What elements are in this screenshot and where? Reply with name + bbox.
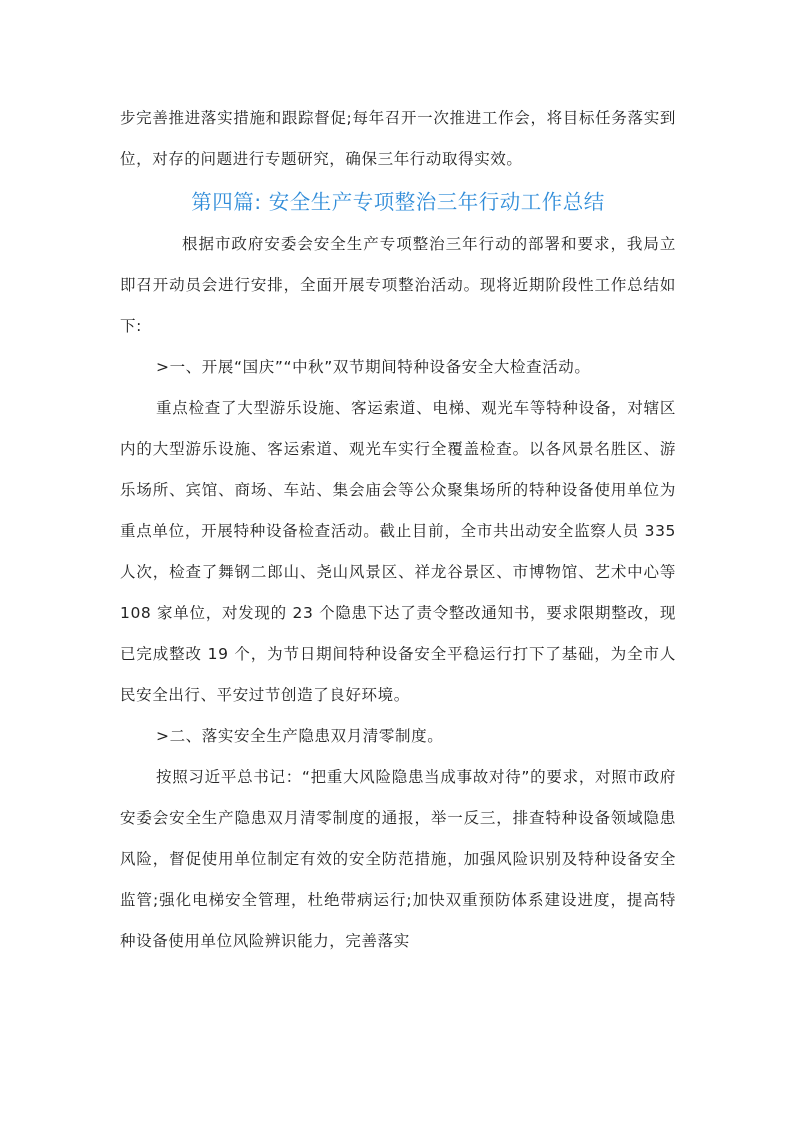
section-1-body: 重点检查了大型游乐设施、客运索道、电梯、观光车等特种设备，对辖区内的大型游乐设施、客运索道、观光车实行全覆盖检查。以各风景名胜区、游乐场所、宾馆、商场、车站、集会庙会等公众聚集场所的特种设备使用单位为重点单位，开展特种设备检查活动。截止目前，全市共出动安全监察人员 335 人次，检查了舞钢二郎山、尧山风景区、祥龙谷景区、市博物馆、艺术中心等 108 家单位，对发现的 23 个隐患下达了责令整改通知书，要求限期整改，现已完成整改 19 个，为节日期间特种设备安全平稳运行打下了基础，为全市人民安全出行、平安过节创造了良好环境。 xyxy=(120,399,676,704)
continuation-paragraph: 步完善推进落实措施和跟踪督促;每年召开一次推进工作会，将目标任务落实到位，对存的问题进行专题研究，确保三年行动取得实效。 xyxy=(120,109,676,168)
section-1-title: >一、开展“国庆”“中秋”双节期间特种设备安全大检查活动。 xyxy=(156,358,591,376)
section-2-body: 按照习近平总书记：“把重大风险隐患当成事故对待”的要求，对照市政府安委会安全生产隐患双月清零制度的通报，举一反三，排查特种设备领域隐患风险，督促使用单位制定有效的安全防范措施，加强风险识别及特种设备安全监管;强化电梯安全管理，杜绝带病运行;加快双重预防体系建设进度，提高特种设备使用单位风险辨识能力，完善落实 xyxy=(120,768,676,950)
document-body xyxy=(120,98,676,962)
intro-paragraph: 根据市政府安委会安全生产专项整治三年行动的部署和要求，我局立即召开动员会进行安排，全面开展专项整治活动。现将近期阶段性工作总结如下: xyxy=(120,235,676,335)
article-heading: 第四篇: 安全生产专项整治三年行动工作总结 xyxy=(191,190,605,214)
section-2-title: >二、落实安全生产隐患双月清零制度。 xyxy=(156,727,444,745)
